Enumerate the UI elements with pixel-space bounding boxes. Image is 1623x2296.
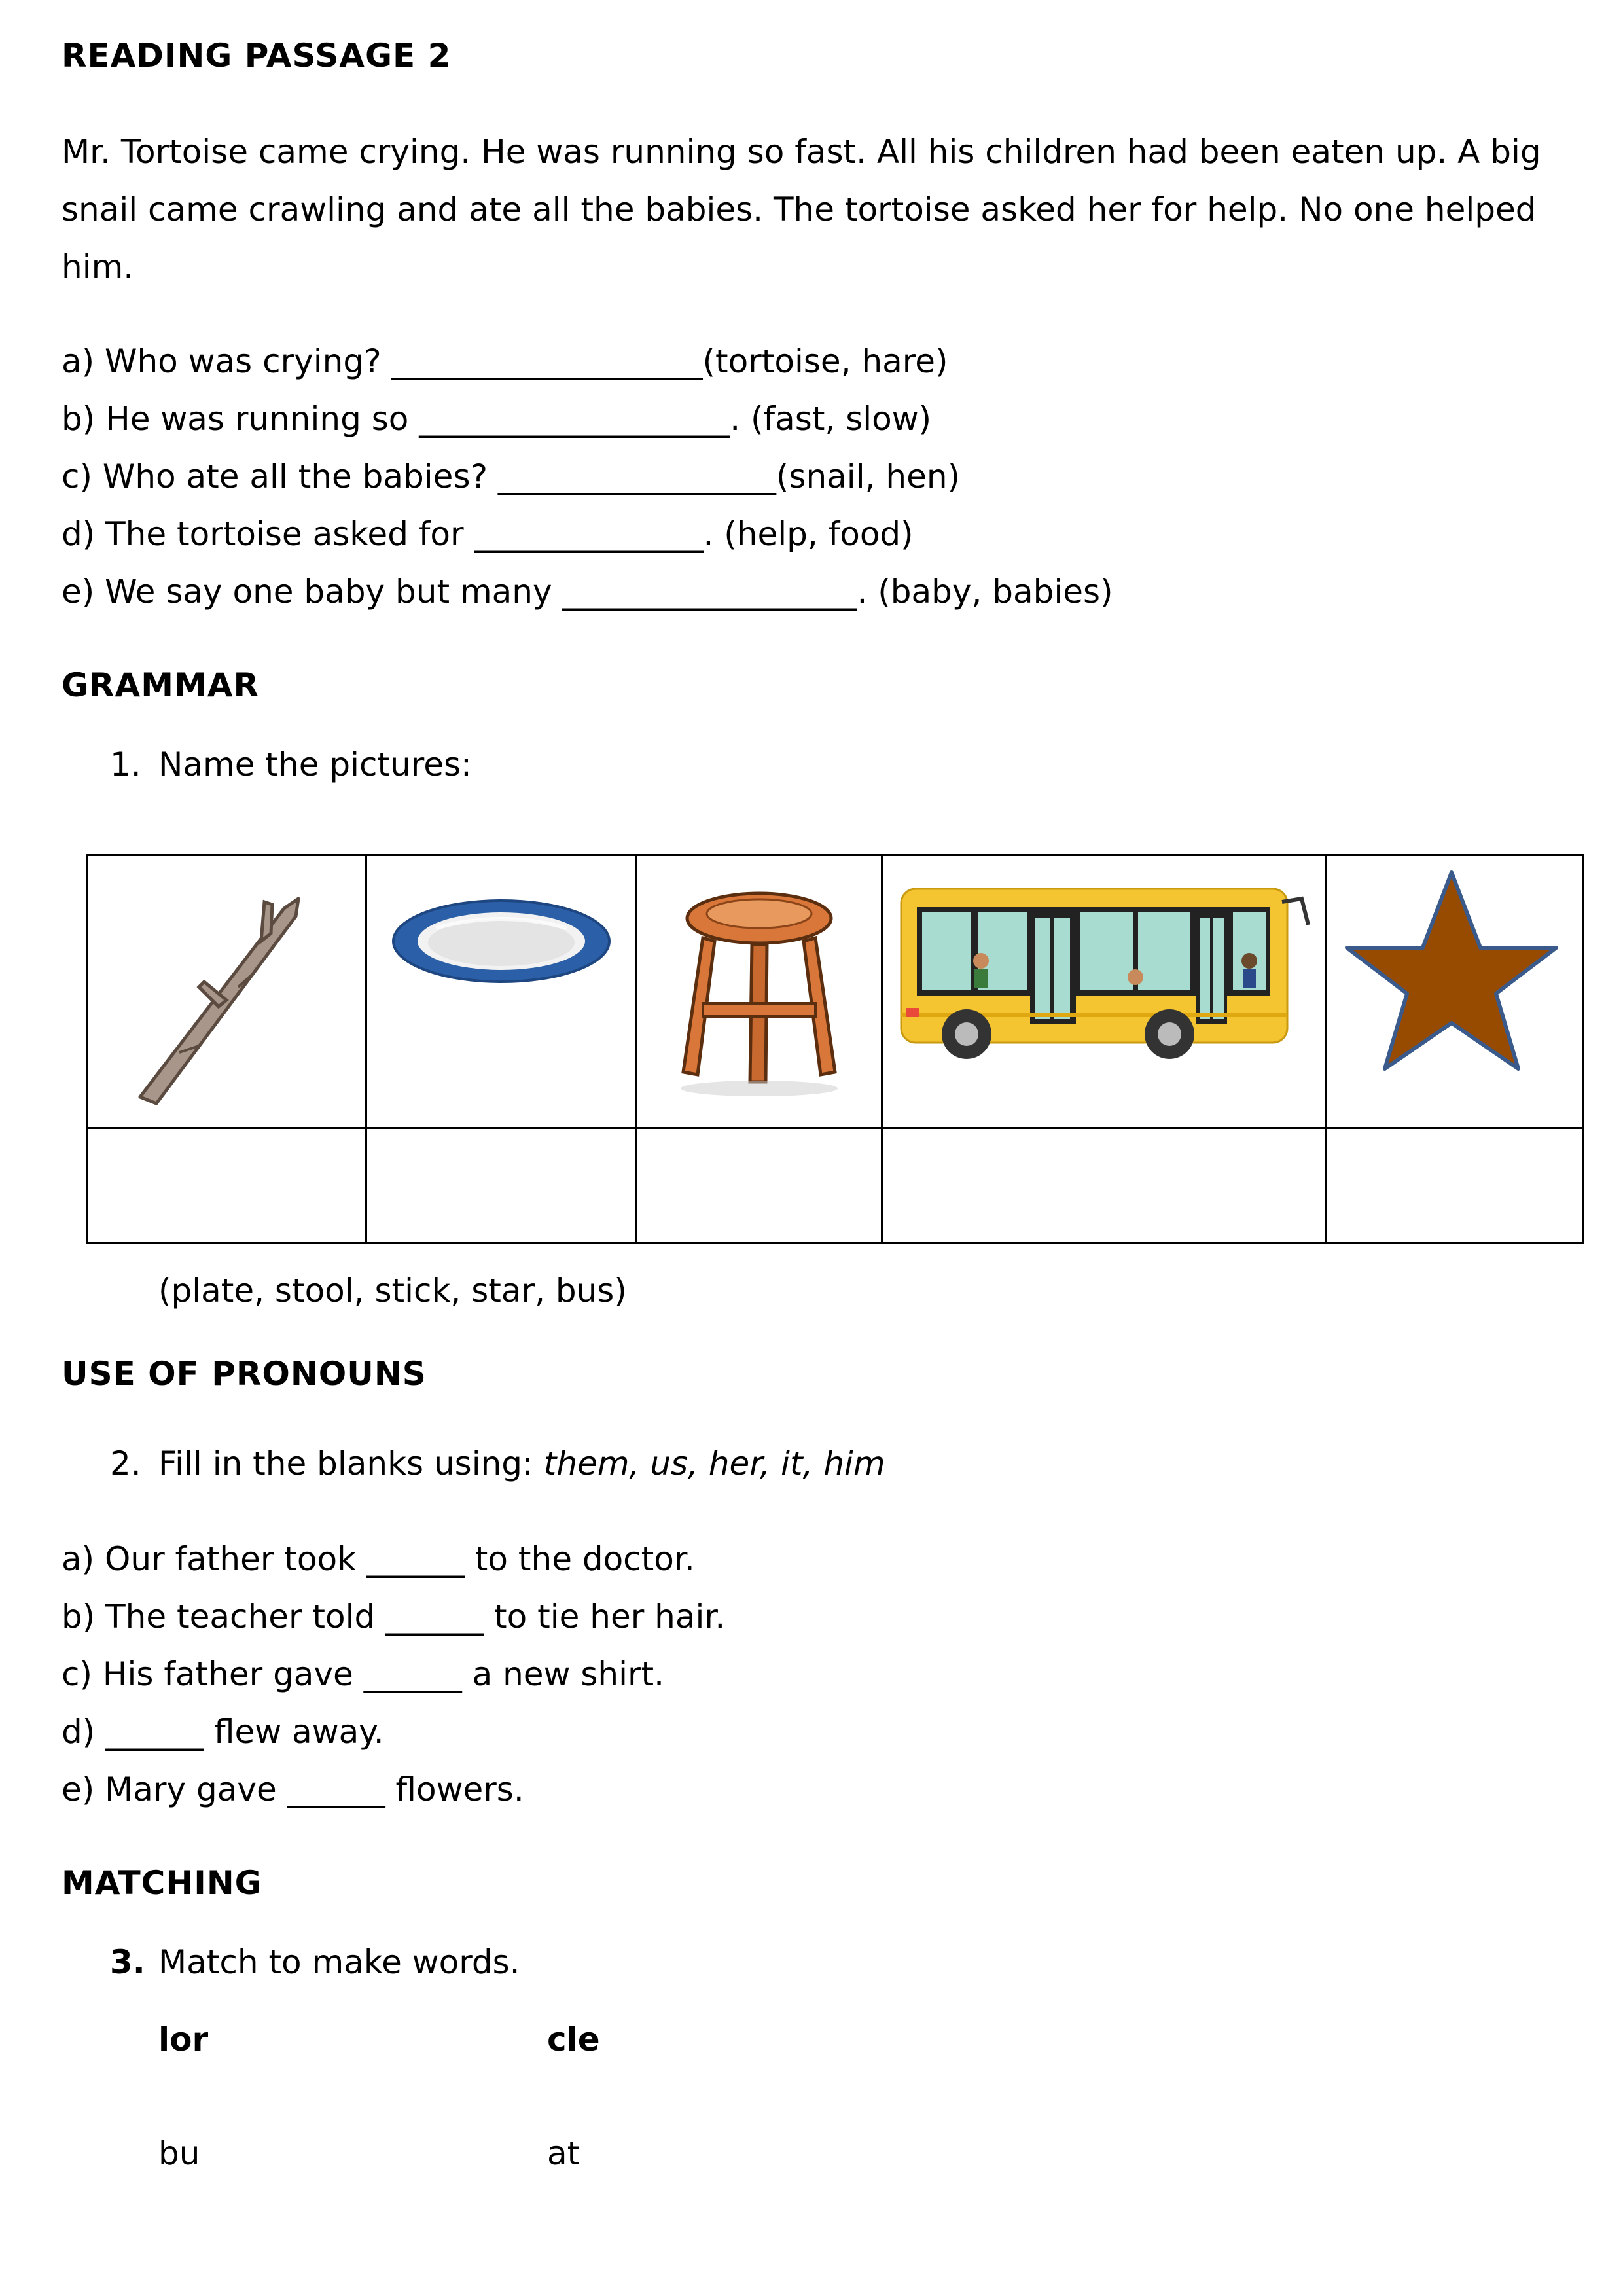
picture-word-bank: (plate, stool, stick, star, bus) — [158, 1272, 627, 1310]
pronoun-sentence-c: c) His father gave ______ a new shirt. — [62, 1655, 665, 1693]
reading-question-a: a) Who was crying? ___________________(tortoise, hare) — [62, 342, 948, 380]
grammar-item-number: 1. — [110, 745, 141, 783]
match-left-1: lor — [158, 2020, 209, 2058]
matching-instruction-text: Match to make words. — [158, 1943, 520, 1981]
picture-cell-stool — [637, 855, 882, 1128]
stick-icon — [88, 856, 365, 1124]
pronoun-sentence-a: a) Our father took ______ to the doctor. — [62, 1540, 695, 1578]
pronouns-word-list: them, us, her, it, him — [543, 1444, 885, 1482]
pronoun-sentence-b: b) The teacher told ______ to tie her hair. — [62, 1598, 726, 1636]
answer-cell-4[interactable] — [882, 1128, 1327, 1244]
reading-title: READING PASSAGE 2 — [62, 37, 452, 75]
picture-cell-star — [1327, 855, 1584, 1128]
answer-cell-3[interactable] — [637, 1128, 882, 1244]
grammar-title: GRAMMAR — [62, 666, 259, 704]
pronoun-sentence-d: d) ______ flew away. — [62, 1713, 384, 1751]
reading-question-e: e) We say one baby but many __________________. (baby, babies) — [62, 573, 1113, 611]
pronouns-instruction-text: Fill in the blanks using: — [158, 1444, 533, 1482]
match-right-2: at — [547, 2134, 580, 2172]
stool-icon — [637, 856, 881, 1124]
pronoun-sentence-e: e) Mary gave ______ flowers. — [62, 1770, 524, 1808]
star-icon — [1327, 856, 1582, 1124]
grammar-instruction — [110, 736, 472, 793]
picture-cell-stick — [87, 855, 366, 1128]
pronouns-instruction — [110, 1435, 885, 1492]
answer-cell-5[interactable] — [1327, 1128, 1584, 1244]
picture-cell-bus — [882, 855, 1327, 1128]
matching-title: MATCHING — [62, 1864, 262, 1902]
answer-cell-2[interactable] — [366, 1128, 637, 1244]
pronouns-item-number: 2. — [110, 1444, 141, 1482]
reading-question-d: d) The tortoise asked for ______________. (help, food) — [62, 515, 914, 553]
match-left-2: bu — [158, 2134, 200, 2172]
grammar-instruction-text: Name the pictures: — [158, 745, 472, 783]
reading-passage: Mr. Tortoise came crying. He was running so fast. All his children had been eaten up. A big snail came crawling and ate all the babies. The tortoise asked her for help. No one helped him. — [62, 133, 1541, 286]
match-right-1: cle — [547, 2020, 600, 2058]
matching-item-number: 3. — [110, 1943, 145, 1981]
pronouns-title: USE OF PRONOUNS — [62, 1355, 427, 1393]
plate-icon — [367, 856, 635, 1124]
matching-instruction — [110, 1933, 520, 1991]
reading-question-c: c) Who ate all the babies? _________________(snail, hen) — [62, 457, 961, 495]
bus-icon — [883, 856, 1325, 1124]
reading-question-b: b) He was running so ___________________. (fast, slow) — [62, 400, 932, 438]
answer-cell-1[interactable] — [87, 1128, 366, 1244]
picture-table — [86, 854, 1584, 1244]
picture-cell-plate — [366, 855, 637, 1128]
